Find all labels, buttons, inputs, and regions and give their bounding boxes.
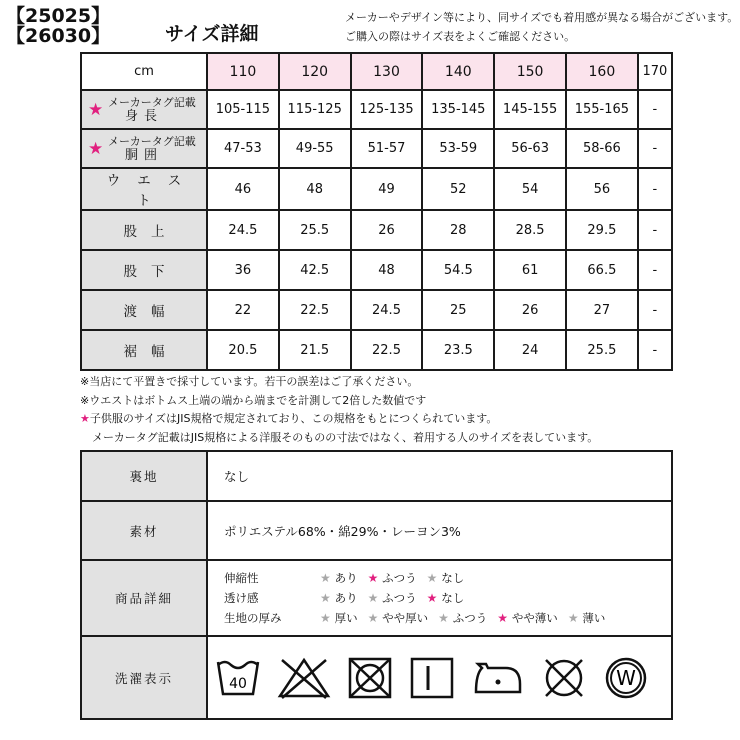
size-cell: 61 [494, 250, 566, 290]
size-cell: 25.5 [279, 210, 351, 250]
size-cell: 36 [207, 250, 279, 290]
detail-option-text: なし [441, 571, 465, 585]
detail-values [207, 560, 672, 636]
size-cell: 23.5 [422, 330, 494, 370]
iron-low-icon [470, 654, 526, 702]
detail-option-text: やや薄い [511, 611, 558, 625]
wet-clean-icon [602, 654, 650, 702]
detail-option [427, 571, 465, 585]
wet-clean-text: W [616, 665, 636, 690]
note-3-text: 子供服のサイズはJIS規格で規定されており、この規格をもとにつくられています。 [89, 412, 498, 425]
detail-option-text: やや厚い [382, 611, 429, 625]
header-notes [345, 8, 738, 46]
size-cell: 26 [494, 290, 566, 330]
size-cell: 49 [351, 168, 423, 210]
star-icon: ★ [320, 571, 335, 585]
size-cell: - [638, 210, 672, 250]
material-value: ポリエステル68%・綿29%・レーヨン3% [207, 501, 672, 560]
size-cell: 22.5 [351, 330, 423, 370]
no-tumble-dry-icon [346, 654, 394, 702]
detail-option-text: 厚い [334, 611, 358, 625]
size-header-170: 170 [638, 53, 672, 90]
detail-line [224, 608, 671, 628]
size-header-140: 140 [422, 53, 494, 90]
size-cell: - [638, 90, 672, 129]
note-3: ★子供服のサイズはJIS規格で規定されており、この規格をもとにつくられています。 [80, 412, 498, 425]
size-cell: 25.5 [566, 330, 638, 370]
star-icon: ★ [438, 611, 453, 625]
no-dry-clean-icon [540, 654, 588, 702]
detail-option-text: あり [334, 571, 358, 585]
star-icon: ★ [88, 138, 104, 159]
size-cell: 22.5 [279, 290, 351, 330]
size-header-row [81, 53, 672, 90]
detail-option-text: 薄い [582, 611, 606, 625]
size-cell: - [638, 129, 672, 168]
size-header-110: 110 [207, 53, 279, 90]
size-cell: 28.5 [494, 210, 566, 250]
size-row [81, 330, 672, 370]
size-cell: 24 [494, 330, 566, 370]
detail-key: 生地の厚み [224, 611, 282, 625]
size-row [81, 290, 672, 330]
size-cell: 29.5 [566, 210, 638, 250]
star-icon: ★ [320, 611, 335, 625]
no-bleach-icon [276, 654, 332, 702]
star-icon: ★ [367, 611, 383, 625]
size-cell: 54 [494, 168, 566, 210]
size-row [81, 250, 672, 290]
star-icon: ★ [426, 571, 442, 585]
size-row-label: 渡幅 [81, 290, 207, 330]
size-header-130: 130 [351, 53, 423, 90]
detail-option [320, 591, 358, 605]
size-row [81, 129, 672, 168]
size-row-label: 股下 [81, 250, 207, 290]
page-title: サイズ詳細 [165, 23, 259, 45]
size-cell: 58-66 [566, 129, 638, 168]
size-cell: 26 [351, 210, 423, 250]
size-cell: 46 [207, 168, 279, 210]
detail-option [320, 571, 358, 585]
wash-40-icon [214, 654, 262, 702]
size-cell: 52 [422, 168, 494, 210]
size-cell: 49-55 [279, 129, 351, 168]
wash-icons [207, 636, 672, 719]
detail-option [497, 611, 558, 625]
size-cell: 51-57 [351, 129, 423, 168]
detail-option [368, 591, 417, 605]
detail-option-text: あり [334, 591, 358, 605]
size-cell: 21.5 [279, 330, 351, 370]
size-cell: 135-145 [422, 90, 494, 129]
header-note-1: メーカーやデザイン等により、同サイズでも着用感が異なる場合がございます。 [345, 11, 739, 24]
detail-option [568, 611, 606, 625]
note-4: メーカータグ記載はJIS規格による洋服そのものの寸法ではなく、着用する人のサイズを表しています。 [92, 430, 599, 444]
row-label-text: 身長 [124, 108, 163, 124]
note-2: ※ウエストはボトムス上端の端から端までを計測して2倍した数値です [80, 393, 427, 407]
product-code-2: 【26030】 [6, 25, 111, 47]
size-cell: - [638, 330, 672, 370]
size-row-label: 裾幅 [81, 330, 207, 370]
star-icon: ★ [567, 611, 583, 625]
note-1: ※当店にて平置きで採寸しています。若干の誤差はご了承ください。 [80, 375, 419, 388]
size-cell: 25 [422, 290, 494, 330]
star-icon: ★ [367, 571, 383, 585]
detail-option-text: ふつう [382, 591, 417, 605]
size-cell: 105-115 [207, 90, 279, 129]
spec-table [80, 450, 673, 720]
detail-option-text: ふつう [452, 611, 488, 625]
size-cell: 42.5 [279, 250, 351, 290]
size-cell: 56-63 [494, 129, 566, 168]
star-icon: ★ [320, 591, 335, 605]
detail-option [368, 571, 417, 585]
size-row [81, 210, 672, 250]
line-dry-icon [408, 654, 456, 702]
size-cell: 24.5 [207, 210, 279, 250]
detail-option [438, 611, 487, 625]
size-header-120: 120 [279, 53, 351, 90]
size-header-160: 160 [566, 53, 638, 90]
size-cell: 24.5 [351, 290, 423, 330]
size-cell: 20.5 [207, 330, 279, 370]
size-cell: 54.5 [422, 250, 494, 290]
lining-label: 裏地 [81, 451, 207, 501]
star-icon: ★ [367, 591, 383, 605]
size-cell: 22 [207, 290, 279, 330]
wash-40-text: 40 [229, 675, 247, 692]
size-cell: 155-165 [566, 90, 638, 129]
size-cell: 27 [566, 290, 638, 330]
size-table [80, 52, 673, 371]
row-label-text: 胴囲 [124, 147, 163, 163]
detail-line [224, 568, 671, 588]
detail-option-text: なし [441, 591, 465, 605]
size-cell: - [638, 168, 672, 210]
size-row [81, 168, 672, 210]
detail-label: 商品詳細 [81, 560, 207, 636]
size-row-label: ウエスト [81, 168, 207, 210]
size-cell: 145-155 [494, 90, 566, 129]
material-label: 素材 [81, 501, 207, 560]
detail-key: 透け感 [224, 591, 259, 605]
size-cell: - [638, 290, 672, 330]
size-cell: 48 [351, 250, 423, 290]
product-codes [6, 6, 110, 46]
detail-option [427, 591, 465, 605]
header-note-2: ご購入の際はサイズ表をよくご確認ください。 [345, 30, 576, 43]
size-cell: - [638, 250, 672, 290]
size-row-label [81, 90, 207, 129]
detail-option [320, 611, 358, 625]
star-icon: ★ [88, 99, 104, 120]
star-icon: ★ [497, 611, 512, 625]
unit-label: cm [81, 53, 207, 90]
detail-option-text: ふつう [382, 571, 417, 585]
size-cell: 66.5 [566, 250, 638, 290]
maker-tag-text: メーカータグ記載 [108, 95, 196, 109]
lining-value: なし [207, 451, 672, 501]
size-cell: 115-125 [279, 90, 351, 129]
size-notes [80, 373, 598, 447]
detail-option [368, 611, 429, 625]
detail-line [224, 588, 671, 608]
size-cell: 28 [422, 210, 494, 250]
maker-tag-text: メーカータグ記載 [108, 134, 196, 148]
size-row [81, 90, 672, 129]
wash-label: 洗濯表示 [81, 636, 207, 719]
detail-key: 伸縮性 [224, 571, 259, 585]
product-code-1: 【25025】 [6, 5, 111, 27]
size-cell: 48 [279, 168, 351, 210]
size-row-label: 股上 [81, 210, 207, 250]
size-cell: 53-59 [422, 129, 494, 168]
size-cell: 56 [566, 168, 638, 210]
size-cell: 125-135 [351, 90, 423, 129]
size-cell: 47-53 [207, 129, 279, 168]
size-row-label [81, 129, 207, 168]
star-icon: ★ [426, 591, 442, 605]
size-header-150: 150 [494, 53, 566, 90]
